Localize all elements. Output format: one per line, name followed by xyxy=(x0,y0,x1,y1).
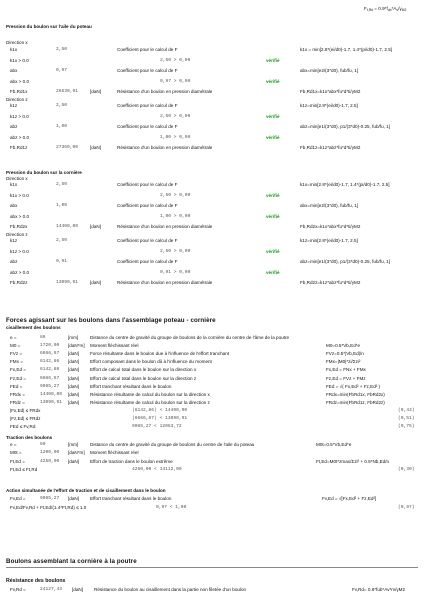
row-unit: [daN] xyxy=(90,89,101,95)
force-unit: [daN] xyxy=(68,375,79,381)
row-description: Coefficient pour le calcul de F xyxy=(117,259,178,265)
row-value: 2,50 xyxy=(56,238,68,243)
traction-check-ratio: (0,30) xyxy=(398,466,415,472)
row-value: 1,00 xyxy=(56,124,68,130)
force-symbol: FRdx = xyxy=(10,391,25,397)
top-formula: $F_{t,Rd} = 0.9*f_{ub}*A_s/\gamma_{M2}$ xyxy=(364,6,407,12)
traction-unit: [daN*m] xyxy=(68,450,85,456)
row-symbol: Fb,Rd2z xyxy=(10,280,28,286)
check-ratio: (0,43) xyxy=(398,407,415,413)
check-ratio: (0,75) xyxy=(398,424,415,430)
section-subtitle-bolt-resistance: Résistance des boulons xyxy=(6,578,66,584)
row-check-value: 2,50 > 0,00 xyxy=(160,113,191,119)
force-symbol: FEd = xyxy=(10,383,23,389)
force-formula: FMx=|M0|*zi/Σzi² xyxy=(326,359,361,365)
row-formula: Fb,Rd1x=k1x*abx*fu*d*ti/γM2 xyxy=(300,89,361,95)
force-value: 13090,91 xyxy=(40,399,63,405)
check-symbol: |Fx,Ed| ≤ FRdx xyxy=(10,407,41,413)
row-description: Résistance d'un boulon en pression diamétrale xyxy=(117,280,213,286)
row-formula: Fb,Rd2z=k1z*abz*fu*d*ti/γM2 xyxy=(300,280,361,286)
row-check-value: 2,50 > 0,00 xyxy=(160,57,191,63)
check-symbol: |Fz,Ed| ≤ FRdz xyxy=(10,416,41,421)
force-symbol: e = xyxy=(10,335,17,340)
traction-symbol: Ft,Ed = xyxy=(10,458,25,464)
force-description: Effort composant dans le boulon dû à l'influence du moment xyxy=(90,359,212,365)
force-unit: [mm] xyxy=(68,335,79,340)
traction-unit: [daN] xyxy=(68,458,79,464)
row-formula: abz=min[e1/(3*d0), p1/(3*d0)-0.25, fub/fu, 1] xyxy=(300,259,391,265)
force-description: Distance du centre de gravité du groupe de boulons de la cornière du centre de l'âme de la poutre xyxy=(90,335,290,340)
row-value: 0,97 xyxy=(56,68,68,74)
force-description: Résistance résultante de calcul du boulon sur la direction z xyxy=(90,399,210,405)
combined-check-ratio: (0,97) xyxy=(398,504,415,510)
traction-description: Effort de traction dans le boulon extrême xyxy=(90,458,173,464)
force-formula: FRdz=min(FbRd1z, FbRd2z) xyxy=(326,399,385,405)
row-description: Coefficient pour le calcul de F xyxy=(117,124,178,130)
traction-unit: [mm] xyxy=(68,442,79,447)
force-formula: Fx,Ed = FNx + FMx xyxy=(326,367,366,373)
section-title-column-flange: Pression du boulon sur l'aile du poteau xyxy=(6,24,92,29)
check-ratio: (0,51) xyxy=(398,416,415,421)
row-unit: [daN] xyxy=(90,145,101,151)
row-description: Coefficient pour le calcul de F xyxy=(117,68,178,74)
traction-check-value: 4250,00 < 14112,00 xyxy=(132,466,182,472)
row-value: 13090,91 xyxy=(56,280,79,286)
traction-symbol: M0t = xyxy=(10,450,22,456)
row-symbol: Fb,Rd1z xyxy=(10,145,28,151)
row-formula: abz=min[e1/(3*d0), p1/(3*d0)-0.25, fub/fu, 1] xyxy=(300,124,391,130)
traction-symbol: e = xyxy=(10,442,17,447)
force-value: 14400,00 xyxy=(40,391,63,397)
traction-description: Moment fléchissant réel xyxy=(90,450,139,456)
force-symbol: Fz,Ed = xyxy=(10,375,26,381)
force-unit: [daN] xyxy=(68,367,79,373)
check-value: 9065,27 < 12063,72 xyxy=(132,424,182,430)
row-check-value: 2,50 > 0,00 xyxy=(160,248,191,254)
section-title-forces: Forces agissant sur les boulons dans l'assemblage poteau - cornière xyxy=(6,317,216,324)
direction-label: Direction z xyxy=(6,97,28,102)
row-formula: abx=min[e2/(3*d0), fub/fu, 1] xyxy=(300,203,359,209)
section-title-combined: Action simultanée de l'effort de traction et de cisaillement dans le boulon xyxy=(6,488,166,493)
row-description: Résistance d'un boulon en pression diamétrale xyxy=(117,89,213,95)
row-symbol: Fb,Rd2x xyxy=(10,224,28,230)
direction-label: Direction z xyxy=(6,232,28,237)
row-symbol: abx > 0.0 xyxy=(10,213,30,219)
force-unit: [daN] xyxy=(68,351,79,357)
force-unit: [daN] xyxy=(68,359,79,365)
traction-value: 60 xyxy=(40,442,46,447)
force-unit: [daN*m] xyxy=(68,343,85,349)
combined-check-symbol: Fv,Ed/Fv,Rd + Ft,Ed/(1.4*Ft,Rd) ≤ 1.0 xyxy=(10,504,87,510)
force-description: Effort de calcul total dans le boulon sur la direction z xyxy=(90,375,197,381)
force-unit: [daN] xyxy=(68,383,79,389)
traction-formula: Ft,Ed=M0t*zmax/Σzi² + 0.5*Nb,Ed/n xyxy=(316,458,390,464)
check-value: |6142,86| < 14400,00 xyxy=(132,407,188,413)
combined-unit: [daN] xyxy=(68,496,79,501)
row-value: 0,91 xyxy=(56,259,68,265)
traction-value: 4250,00 xyxy=(40,458,60,464)
force-symbol: Fx,Ed = xyxy=(10,367,26,373)
row-description: Résistance d'un boulon en pression diamétrale xyxy=(117,145,213,151)
force-description: Force résultante dans le boulon due à l'influence de l'effort tranchant xyxy=(90,351,230,357)
check-value: |6666,67| < 13090,91 xyxy=(132,416,188,421)
combined-formula: Fv,Ed = √[Fx,Ed² + Fz,Ed²] xyxy=(322,496,377,501)
force-value: 6666,67 xyxy=(40,351,60,357)
row-formula: k1z=min[2.8*(ei/d0)-1.7, 2.5] xyxy=(300,238,358,243)
force-description: Effort tranchant résultant dans le boulon xyxy=(90,383,172,389)
row-symbol: k1z > 0.0 xyxy=(10,248,29,254)
section-rule xyxy=(6,567,418,568)
force-value: 6142,86 xyxy=(40,359,60,365)
bolt-resistance-description: Résistance du boulon au cisaillement dans la partie non filetée d'un boulon xyxy=(94,587,247,592)
section-subtitle-shear: cisaillement des boulons xyxy=(6,325,61,330)
row-symbol: abz xyxy=(10,124,18,130)
row-symbol: abx xyxy=(10,203,18,209)
row-symbol: k1x > 0.0 xyxy=(10,57,29,63)
bolt-resistance-unit: [daN] xyxy=(72,587,83,592)
row-description: Coefficient pour le calcul de F xyxy=(117,103,178,108)
row-description: Coefficient pour le calcul de F xyxy=(117,238,178,243)
direction-x-label: Direction x xyxy=(6,40,28,45)
row-value: 1,00 xyxy=(56,203,68,209)
row-description: Coefficient pour le calcul de F xyxy=(117,203,178,209)
force-description: Résistance résultante de calcul du boulon sur la direction x xyxy=(90,391,210,397)
row-symbol: abz xyxy=(10,259,18,265)
row-description: Coefficient pour le calcul de F xyxy=(117,182,178,187)
traction-description: Distance du centre de gravité du groupe de boulons du centre de l'aile du poteau xyxy=(90,442,255,447)
combined-value: 9065,27 xyxy=(40,496,60,501)
traction-value: 1200,00 xyxy=(40,450,60,456)
force-value: 1720,00 xyxy=(40,343,60,349)
force-formula: FRdx=min(FbRd1x, FbRd2x) xyxy=(326,391,385,397)
section-title-angle: Pression du boulon sur la cornière xyxy=(6,170,82,175)
force-description: Moment fléchissant réel xyxy=(90,343,139,349)
row-check-value: 1,00 > 0,00 xyxy=(160,134,191,140)
bolt-resistance-value: 24127,43 xyxy=(40,587,63,592)
force-formula: FEd = √( Fx,Ed² + Fz,Ed² ) xyxy=(326,383,381,389)
traction-check-symbol: Ft,Ed ≤ Ft,Rd xyxy=(10,466,38,472)
force-formula: Fz,Ed = FVz + FMz xyxy=(326,375,366,381)
force-unit: [daN] xyxy=(68,399,79,405)
row-formula: k1x = min[2.8*(ei/d0)-1.7, 1.4*(pi/d0)-1.7, 2.5] xyxy=(300,47,393,52)
row-symbol: k1z xyxy=(10,238,18,243)
verified-badge: vérifié xyxy=(266,248,280,254)
row-symbol: k1x xyxy=(10,47,18,52)
row-formula: abx=min[e2/(3*d0), fub/fu, 1] xyxy=(300,68,359,74)
force-value: 9065,27 xyxy=(40,383,60,389)
force-unit: [daN] xyxy=(68,391,79,397)
combined-check-value: 0,97 < 1,00 xyxy=(156,504,187,510)
row-description: Résistance d'un boulon en pression diamétrale xyxy=(117,224,213,230)
force-value: 6666,67 xyxy=(40,375,60,381)
row-formula: Fb,Rd2x=k1x*abx*fu*d*ti/γM2 xyxy=(300,224,361,230)
bolt-resistance-symbol: Fv,Rd = xyxy=(10,587,26,592)
row-check-value: 1,00 > 0,00 xyxy=(160,213,191,219)
verified-badge: vérifié xyxy=(266,192,280,198)
row-value: 2,50 xyxy=(56,47,68,52)
force-value: 86 xyxy=(40,335,46,340)
row-symbol: abx > 0.0 xyxy=(10,78,30,84)
force-formula: FVz=0.5*|Vb,Ed|/n xyxy=(326,351,364,357)
row-unit: [daN] xyxy=(90,224,101,230)
verified-badge: vérifié xyxy=(266,134,280,140)
force-symbol: FMx = xyxy=(10,359,23,365)
section-title-traction: Traction des boulons xyxy=(6,435,53,440)
row-value: 2,50 xyxy=(56,103,68,108)
combined-symbol: Fv,Ed = xyxy=(10,496,26,501)
row-check-value: 0,97 > 0,00 xyxy=(160,78,191,84)
verified-badge: vérifié xyxy=(266,213,280,219)
section-title-beam-bolts: Boulons assemblant la cornière à la poutre xyxy=(6,558,137,565)
row-value: 26530,91 xyxy=(56,89,79,95)
row-value: 14400,00 xyxy=(56,224,79,230)
force-symbol: M0 = xyxy=(10,343,21,349)
row-symbol: Fb,Rd1x xyxy=(10,89,28,95)
verified-badge: vérifié xyxy=(266,269,280,275)
bolt-resistance-formula: Fv,Rd= 0.6*fub*Av*m/γM2 xyxy=(352,587,406,592)
verified-badge: vérifié xyxy=(266,78,280,84)
row-check-value: 0,91 > 0,00 xyxy=(160,269,191,275)
verified-badge: vérifié xyxy=(266,57,280,63)
row-value: 2,50 xyxy=(56,182,68,187)
row-formula: Fb,Rd1z=k1z*abz*fu*d*ti/γM2 xyxy=(300,145,361,151)
traction-formula: M0t=0.5*Vb,Ed*e xyxy=(316,442,352,447)
force-value: 6142,86 xyxy=(40,367,60,373)
row-symbol: k1z > 0.0 xyxy=(10,113,29,119)
row-symbol: abz > 0.0 xyxy=(10,134,30,140)
row-formula: k1x=min[2.8*(ei/d0)-1.7, 1.4*(pi/d0)-1.7, 2.5] xyxy=(300,182,390,187)
verified-badge: vérifié xyxy=(266,113,280,119)
force-symbol: FVz = xyxy=(10,351,23,357)
direction-label: Direction x xyxy=(6,176,28,181)
row-check-value: 2,50 > 0,00 xyxy=(160,192,191,198)
row-symbol: k1x xyxy=(10,182,18,187)
force-formula: M0=0.5*Vb,Ed*e xyxy=(326,343,361,349)
combined-description: Effort tranchant résultant dans le boulon xyxy=(90,496,172,501)
row-value: 27360,00 xyxy=(56,145,79,151)
row-formula: k1z=min[2.8*(ei/d0)-1.7, 2.5] xyxy=(300,103,358,108)
row-unit: [daN] xyxy=(90,280,101,286)
row-description: Coefficient pour le calcul de F xyxy=(117,47,178,52)
check-symbol: FEd ≤ Fv,Rd xyxy=(10,424,36,430)
row-symbol: abx xyxy=(10,68,18,74)
row-symbol: k1z xyxy=(10,103,18,108)
force-symbol: FRdz = xyxy=(10,399,25,405)
row-symbol: abz > 0.0 xyxy=(10,269,30,275)
row-symbol: k1x > 0.0 xyxy=(10,192,29,198)
force-description: Effort de calcul total dans le boulon sur la direction x xyxy=(90,367,197,373)
